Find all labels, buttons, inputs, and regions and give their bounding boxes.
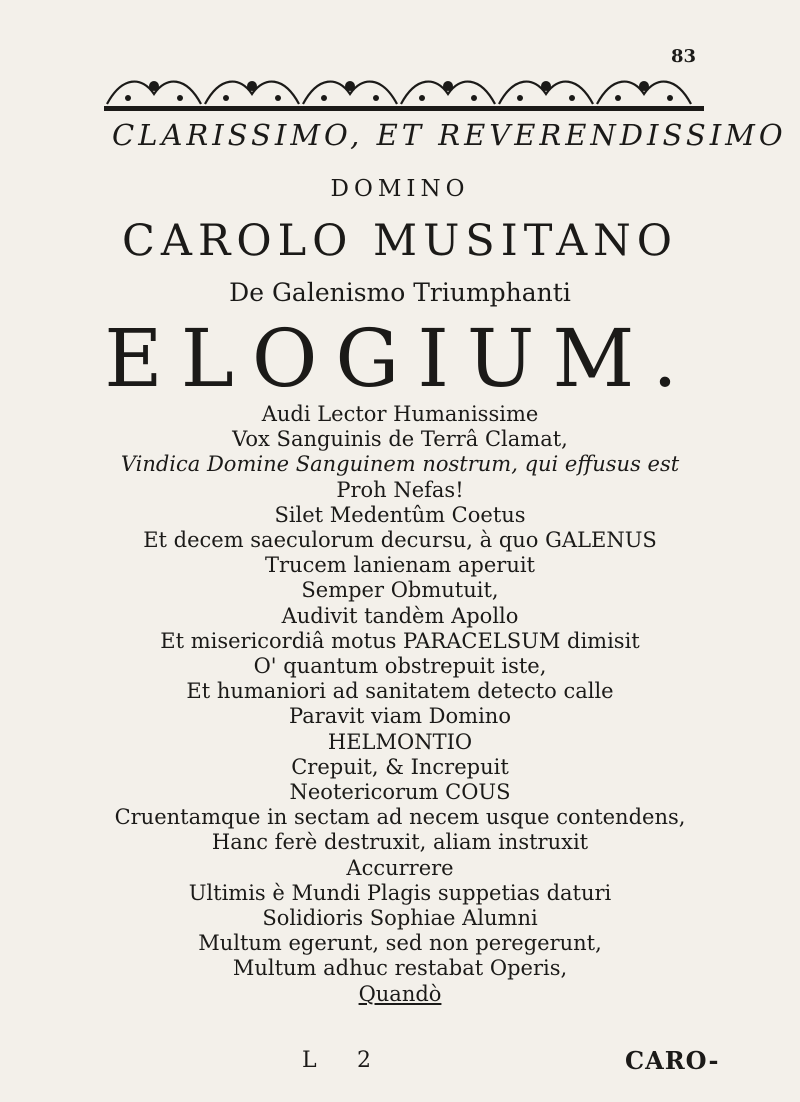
text-line: Silet Medentûm Coetus <box>274 502 526 527</box>
text-line: Vox Sanguinis de Terrâ Clamat, <box>232 427 568 452</box>
subtitle: De Galenismo Triumphanti <box>229 278 571 307</box>
text-line: Accurrere <box>346 855 454 880</box>
text-line: Trucem lanienam aperuit <box>265 553 535 578</box>
text-line: Et decem saeculorum decursu, à quo GALENUS <box>143 528 657 553</box>
text-line: Audi Lector Humanissime <box>261 402 539 426</box>
text-line: Multum egerunt, sed non peregerunt, <box>198 931 602 956</box>
text-line: Audivit tandèm Apollo <box>281 603 519 628</box>
text-line: HELMONTIO <box>327 729 473 754</box>
text-line: Proh Nefas! <box>336 477 464 502</box>
elogium-heading: ELOGIUM. <box>104 312 696 405</box>
text-line: O' quantum obstrepuit iste, <box>253 654 547 679</box>
text-line: Solidioris Sophiae Alumni <box>262 906 538 931</box>
text-line: Neotericorum COUS <box>289 780 511 805</box>
text-line: Crepuit, & Increpuit <box>291 754 509 779</box>
domino-line: DOMINO <box>330 176 470 202</box>
elogium-text <box>0 402 800 1007</box>
signature-letter: L <box>302 1048 317 1073</box>
text-line: Hanc ferè destruxit, aliam instruxit <box>211 830 589 855</box>
text-line: Vindica Domine Sanguinem nostrum, qui effusus est <box>120 452 680 477</box>
text-line: Et humaniori ad sanitatem detecto calle <box>186 679 614 704</box>
text-line: Semper Obmutuit, <box>301 578 499 603</box>
catchword: CARO- <box>625 1046 720 1075</box>
text-line: Quandò <box>358 981 442 1006</box>
ornament-band <box>104 68 710 114</box>
ornament-pattern <box>107 82 691 104</box>
text-line: Multum adhuc restabat Operis, <box>232 956 568 981</box>
text-line: Ultimis è Mundi Plagis suppetias daturi <box>188 880 612 905</box>
text-line: Paravit viam Domino <box>289 704 511 729</box>
addressee-name: CAROLO MUSITANO <box>121 216 679 266</box>
dedication-line: CLARISSIMO, ET REVERENDISSIMO <box>112 118 787 152</box>
signature-mark: 2 <box>357 1048 371 1073</box>
text-line: Et misericordiâ motus PARACELSUM dimisit <box>160 628 640 653</box>
page-number: 83 <box>670 46 696 67</box>
text-line: Cruentamque in sectam ad necem usque contendens, <box>114 805 686 830</box>
